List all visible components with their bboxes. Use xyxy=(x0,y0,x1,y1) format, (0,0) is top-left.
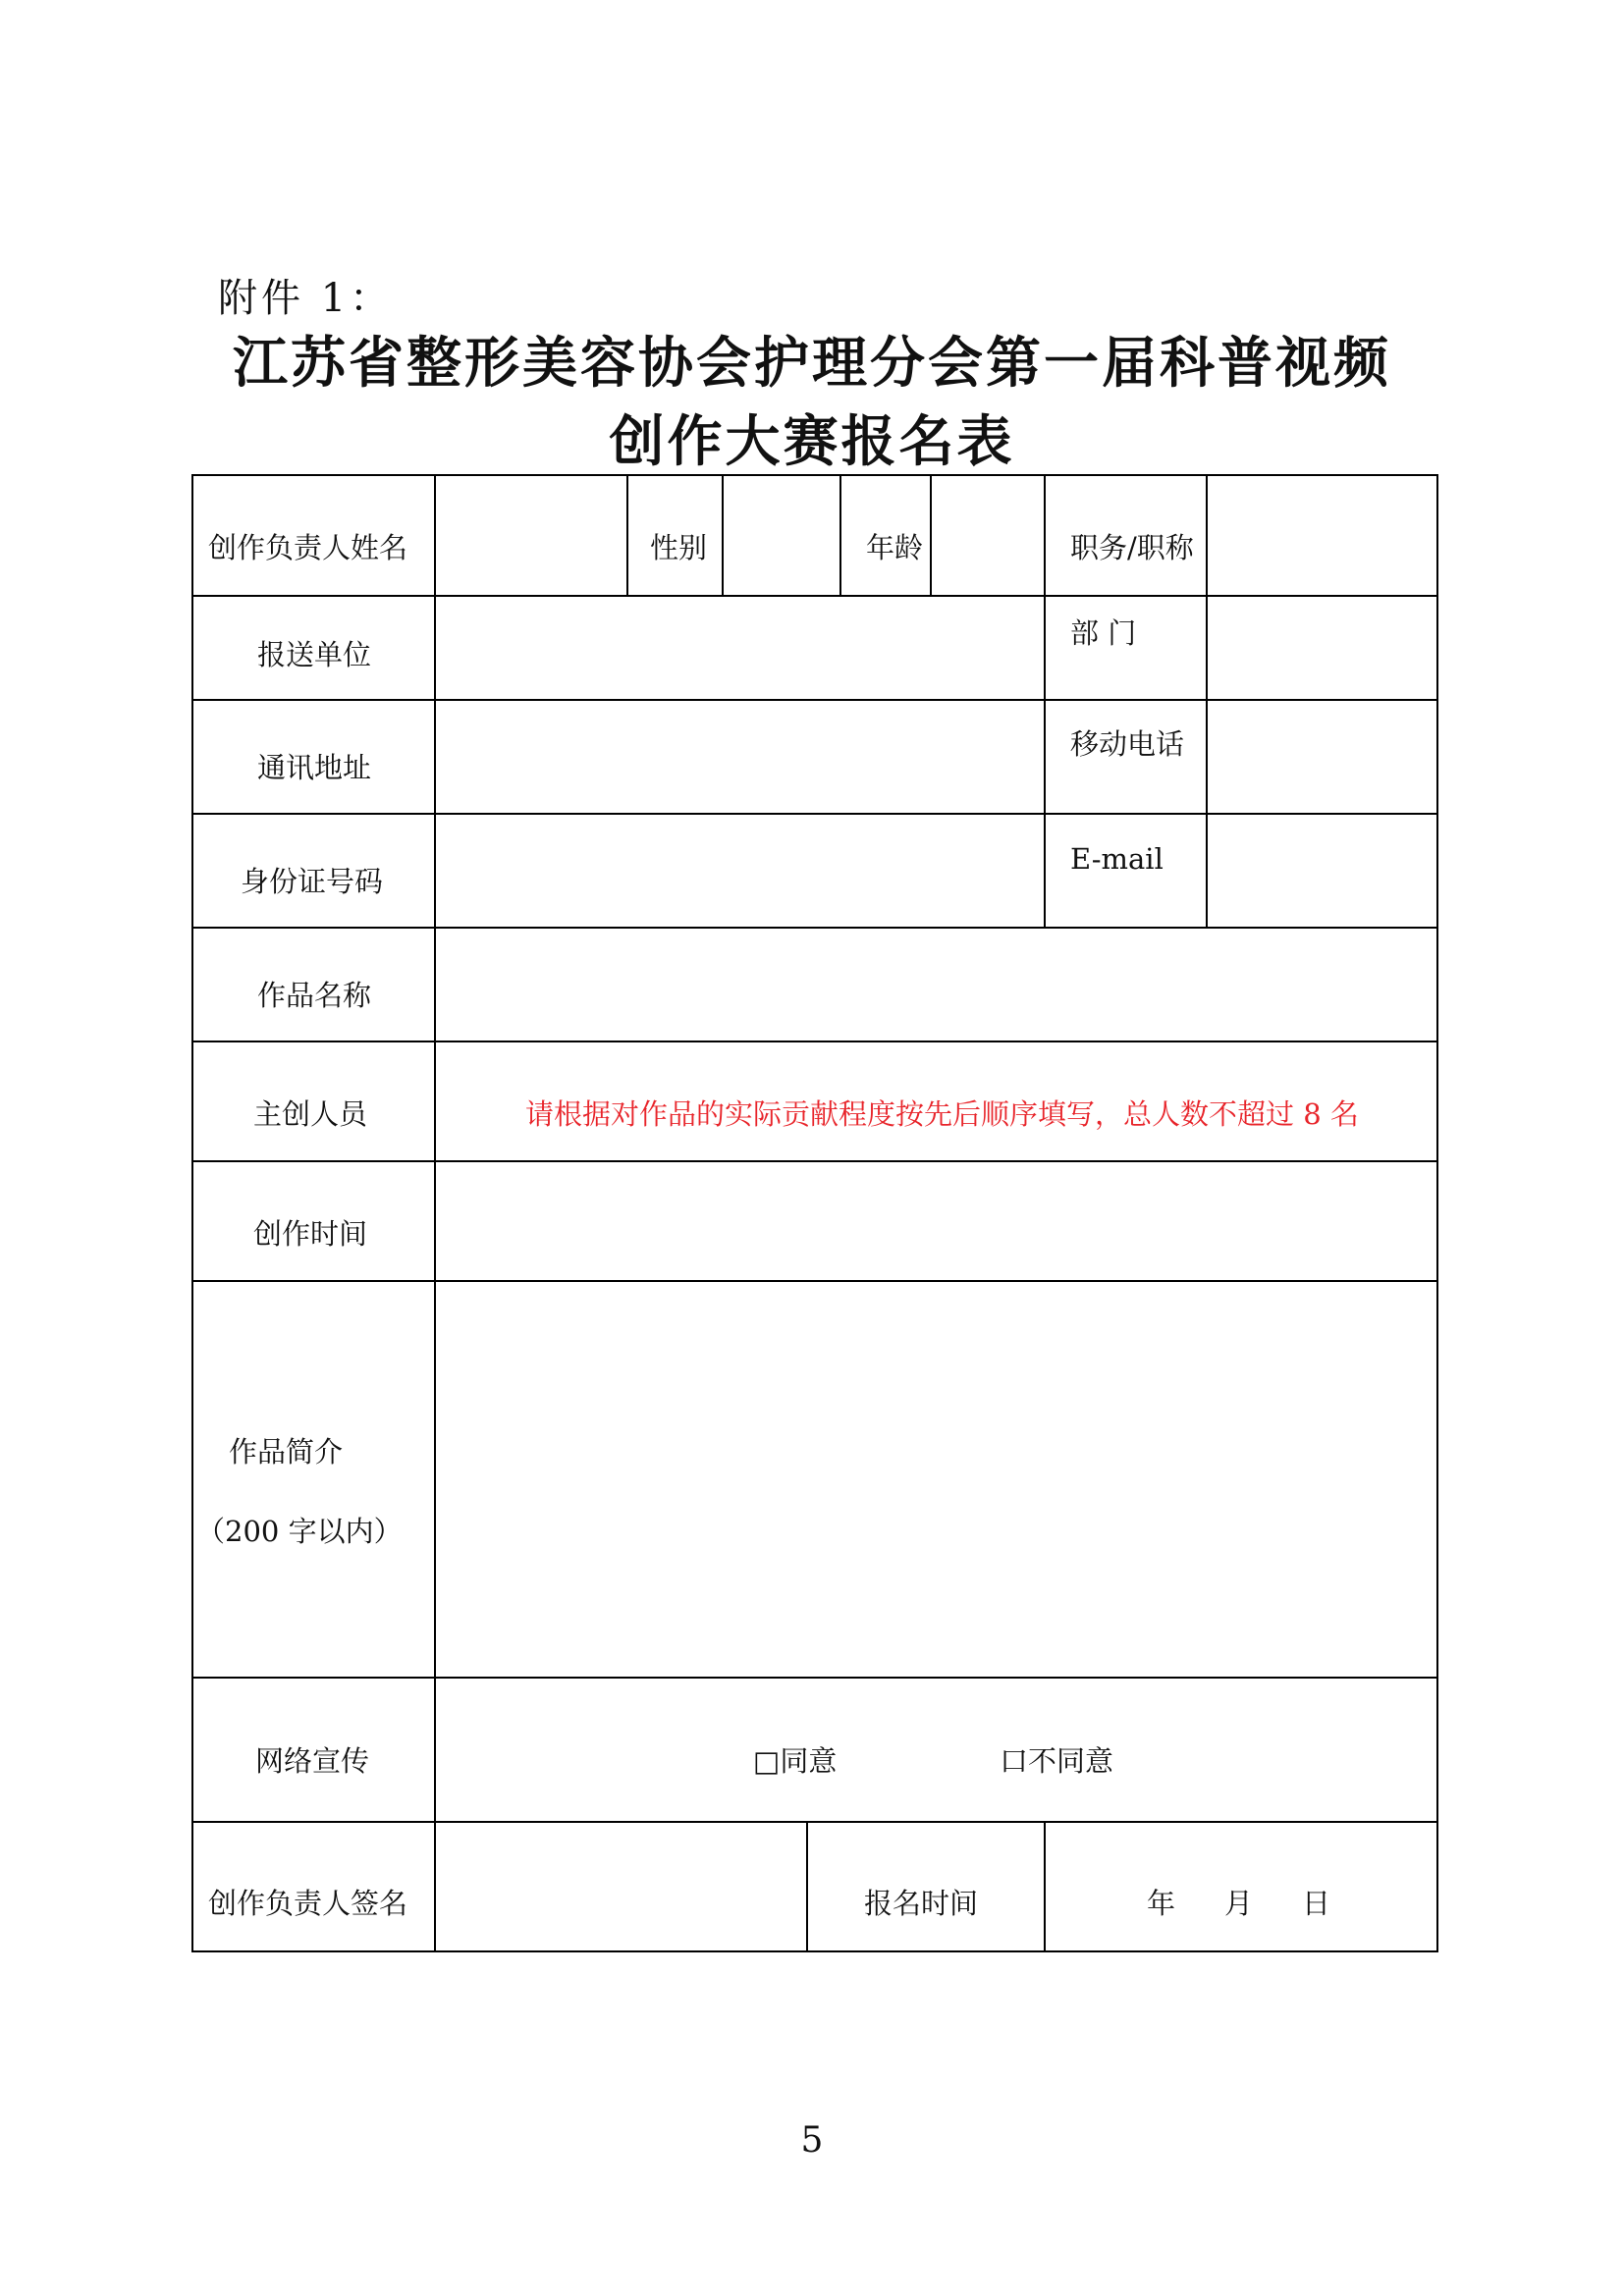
label-id-number: 身份证号码 xyxy=(241,865,384,898)
label-leader-name: 创作负责人姓名 xyxy=(208,531,408,564)
main-creators-note: 请根据对作品的实际贡献程度按先后顺序填写，总人数不超过 8 名 xyxy=(525,1097,1359,1131)
label-mobile: 移动电话 xyxy=(1070,727,1185,761)
label-email: E-mail xyxy=(1070,842,1164,876)
label-gender: 性别 xyxy=(650,531,708,564)
label-registration-time: 报名时间 xyxy=(864,1887,979,1920)
table-border xyxy=(192,475,1437,1951)
label-unit: 报送单位 xyxy=(257,638,372,671)
label-year: 年 xyxy=(1147,1887,1176,1920)
agree-checkbox[interactable]: □同意 xyxy=(753,1744,838,1778)
label-department: 部 门 xyxy=(1070,616,1137,650)
form-title-line1: 江苏省整形美容协会护理分会第一届科普视频 xyxy=(233,331,1391,396)
label-work-name: 作品名称 xyxy=(257,979,372,1012)
label-intro-limit: （200 字以内） xyxy=(196,1515,403,1548)
label-age: 年龄 xyxy=(866,531,924,564)
form-title-line2: 创作大赛报名表 xyxy=(609,409,1015,474)
label-intro: 作品简介 xyxy=(229,1435,344,1468)
label-position-title: 职务/职称 xyxy=(1070,531,1194,564)
label-promotion: 网络宣传 xyxy=(255,1744,370,1778)
label-address: 通讯地址 xyxy=(257,751,372,784)
attachment-label: 附件 1： xyxy=(218,276,394,321)
disagree-checkbox[interactable]: 口不同意 xyxy=(1000,1744,1114,1778)
label-main-creators: 主创人员 xyxy=(253,1097,368,1131)
label-leader-signature: 创作负责人签名 xyxy=(208,1887,408,1920)
label-creation-time: 创作时间 xyxy=(253,1217,368,1251)
page-number: 5 xyxy=(800,2120,824,2161)
label-day: 日 xyxy=(1302,1887,1331,1920)
label-month: 月 xyxy=(1224,1887,1254,1920)
